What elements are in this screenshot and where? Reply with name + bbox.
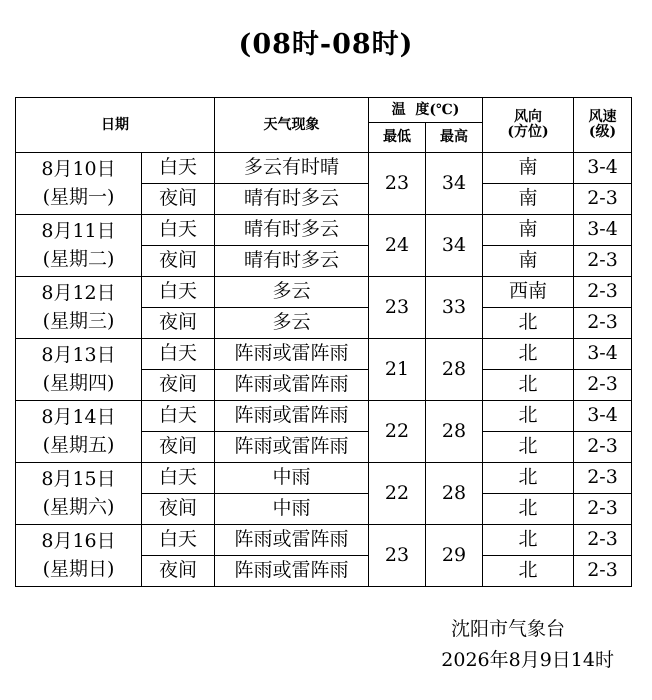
temp-min-cell: 23 <box>369 153 426 215</box>
weekday-label: (星期五) <box>42 433 115 456</box>
weather-cell: 多云 <box>215 277 369 308</box>
wind-speed-cell: 2-3 <box>574 277 632 308</box>
temp-max-cell: 33 <box>426 277 483 339</box>
table-row <box>16 463 632 494</box>
period-cell: 白天 <box>142 153 215 184</box>
header-weather: 天气现象 <box>215 98 369 153</box>
wind-direction-cell: 北 <box>483 556 574 587</box>
weekday-label: (星期二) <box>42 247 115 270</box>
temp-min-cell: 22 <box>369 463 426 525</box>
date-label: 8月10日 <box>41 157 116 180</box>
issue-time: 2026年8月9日14时 <box>441 649 614 671</box>
wind-direction-cell: 西南 <box>483 277 574 308</box>
wind-speed-cell: 2-3 <box>574 308 632 339</box>
weather-cell: 阵雨或雷阵雨 <box>215 525 369 556</box>
period-cell: 夜间 <box>142 432 215 463</box>
weather-cell: 阵雨或雷阵雨 <box>215 432 369 463</box>
header-temperature: 温 度(℃) <box>369 98 483 123</box>
table-row <box>16 277 632 308</box>
wind-direction-cell: 北 <box>483 463 574 494</box>
weather-cell: 多云有时晴 <box>215 153 369 184</box>
period-cell: 白天 <box>142 401 215 432</box>
wind-direction-cell: 南 <box>483 215 574 246</box>
wind-direction-cell: 北 <box>483 339 574 370</box>
period-cell: 白天 <box>142 215 215 246</box>
weather-cell: 阵雨或雷阵雨 <box>215 401 369 432</box>
temp-max-cell: 28 <box>426 463 483 525</box>
wind-direction-cell: 南 <box>483 246 574 277</box>
weekday-label: (星期三) <box>42 309 115 332</box>
wind-direction-cell: 北 <box>483 370 574 401</box>
header-date: 日期 <box>16 98 215 153</box>
weather-cell: 阵雨或雷阵雨 <box>215 339 369 370</box>
weather-cell: 阵雨或雷阵雨 <box>215 556 369 587</box>
wind-speed-cell: 2-3 <box>574 432 632 463</box>
weather-cell: 晴有时多云 <box>215 215 369 246</box>
weekday-label: (星期四) <box>42 371 115 394</box>
temp-max-cell: 28 <box>426 339 483 401</box>
period-cell: 夜间 <box>142 556 215 587</box>
period-cell: 夜间 <box>142 308 215 339</box>
date-label: 8月11日 <box>41 219 116 242</box>
table-row <box>16 525 632 556</box>
date-label: 8月12日 <box>41 281 116 304</box>
header-wind-speed: 风速 (级) <box>574 98 632 153</box>
temp-min-cell: 23 <box>369 277 426 339</box>
weather-cell: 晴有时多云 <box>215 184 369 215</box>
temp-max-cell: 34 <box>426 153 483 215</box>
date-cell <box>16 401 142 463</box>
wind-speed-cell: 2-3 <box>574 494 632 525</box>
period-cell: 夜间 <box>142 246 215 277</box>
period-cell: 夜间 <box>142 494 215 525</box>
table-row <box>16 215 632 246</box>
header-wind-direction: 风向 (方位) <box>483 98 574 153</box>
wind-direction-cell: 北 <box>483 494 574 525</box>
header-temp-min: 最低 <box>369 123 426 153</box>
period-cell: 白天 <box>142 277 215 308</box>
weather-cell: 中雨 <box>215 494 369 525</box>
wind-direction-cell: 北 <box>483 525 574 556</box>
period-cell: 白天 <box>142 525 215 556</box>
wind-direction-cell: 北 <box>483 401 574 432</box>
date-label: 8月13日 <box>41 343 116 366</box>
wind-speed-cell: 2-3 <box>574 246 632 277</box>
wind-speed-cell: 3-4 <box>574 401 632 432</box>
period-cell: 夜间 <box>142 184 215 215</box>
date-cell <box>16 215 142 277</box>
period-cell: 夜间 <box>142 370 215 401</box>
weekday-label: (星期六) <box>42 495 115 518</box>
wind-speed-cell: 3-4 <box>574 215 632 246</box>
wind-speed-cell: 3-4 <box>574 153 632 184</box>
weather-cell: 中雨 <box>215 463 369 494</box>
period-cell: 白天 <box>142 339 215 370</box>
issuer: 沈阳市气象台 <box>450 618 565 640</box>
weather-cell: 多云 <box>215 308 369 339</box>
date-label: 8月14日 <box>41 405 116 428</box>
wind-direction-cell: 南 <box>483 184 574 215</box>
page-title: (08时-08时) <box>238 29 414 60</box>
date-label: 8月16日 <box>41 529 116 552</box>
wind-speed-cell: 2-3 <box>574 556 632 587</box>
wind-speed-cell: 2-3 <box>574 525 632 556</box>
weather-cell: 晴有时多云 <box>215 246 369 277</box>
weekday-label: (星期一) <box>42 185 115 208</box>
wind-speed-cell: 2-3 <box>574 463 632 494</box>
temp-min-cell: 22 <box>369 401 426 463</box>
temp-min-cell: 21 <box>369 339 426 401</box>
table-row <box>16 153 632 184</box>
date-cell <box>16 153 142 215</box>
period-cell: 白天 <box>142 463 215 494</box>
wind-direction-cell: 北 <box>483 432 574 463</box>
wind-direction-cell: 南 <box>483 153 574 184</box>
wind-speed-cell: 2-3 <box>574 184 632 215</box>
date-label: 8月15日 <box>41 467 116 490</box>
date-cell <box>16 525 142 587</box>
date-cell <box>16 277 142 339</box>
weather-cell: 阵雨或雷阵雨 <box>215 370 369 401</box>
weekday-label: (星期日) <box>42 557 115 580</box>
header-temp-max: 最高 <box>426 123 483 153</box>
wind-speed-cell: 3-4 <box>574 339 632 370</box>
temp-min-cell: 24 <box>369 215 426 277</box>
temp-max-cell: 29 <box>426 525 483 587</box>
table-row <box>16 339 632 370</box>
temp-max-cell: 28 <box>426 401 483 463</box>
temp-max-cell: 34 <box>426 215 483 277</box>
forecast-table <box>15 97 632 587</box>
temp-min-cell: 23 <box>369 525 426 587</box>
wind-speed-cell: 2-3 <box>574 370 632 401</box>
date-cell <box>16 463 142 525</box>
wind-direction-cell: 北 <box>483 308 574 339</box>
table-row <box>16 401 632 432</box>
date-cell <box>16 339 142 401</box>
